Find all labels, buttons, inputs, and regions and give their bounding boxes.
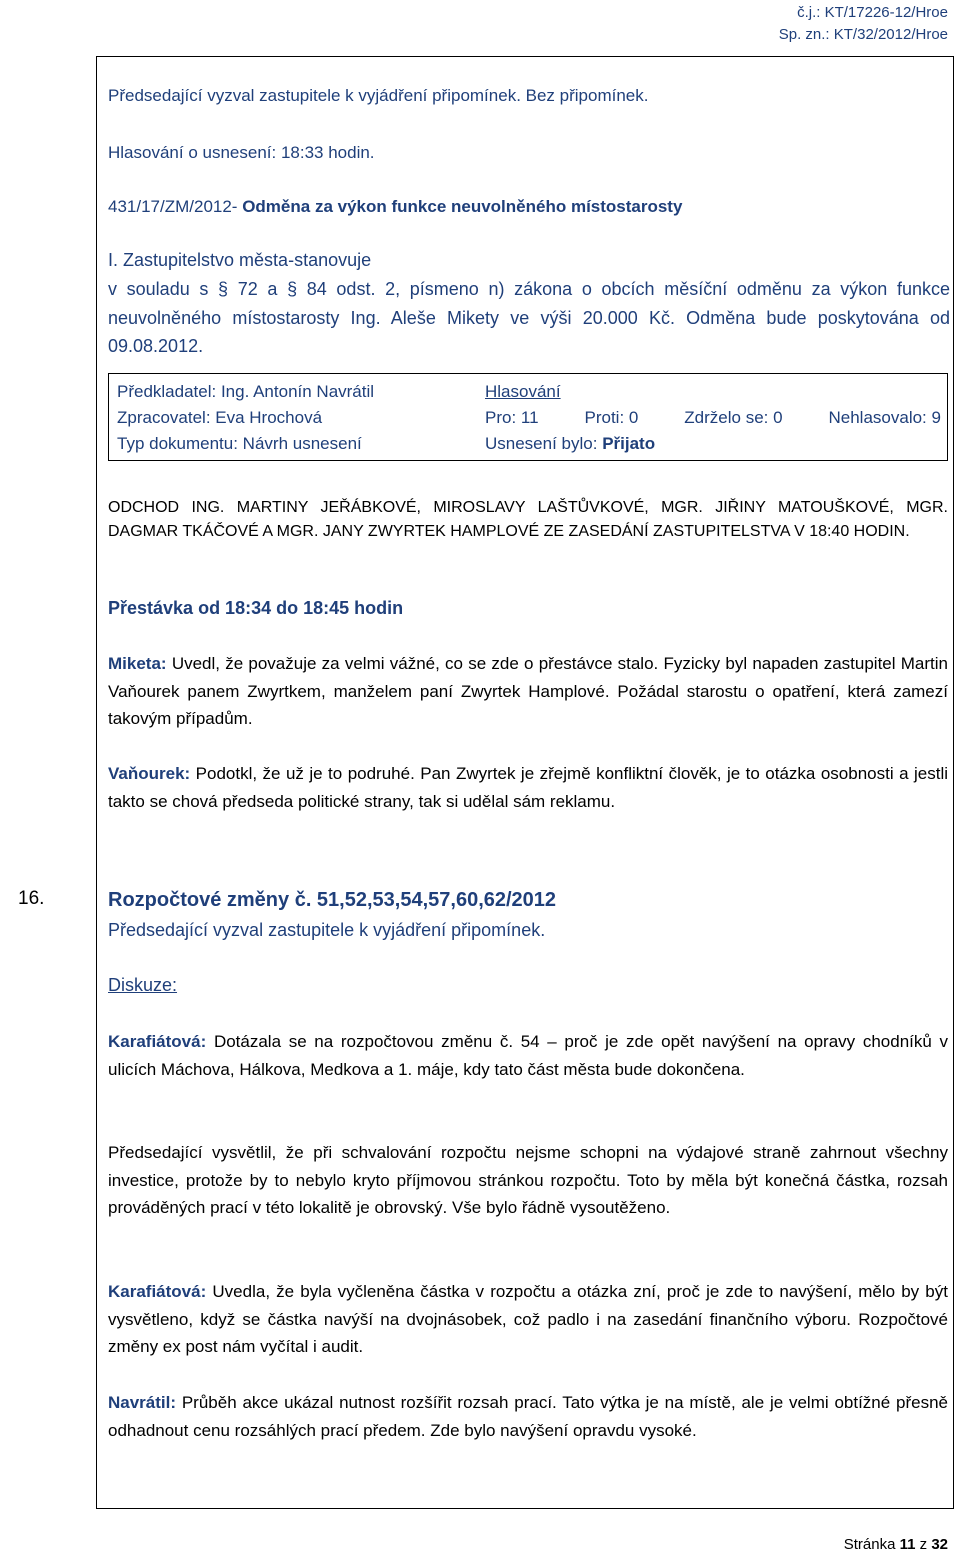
- break-note-text: Přestávka od 18:34 do 18:45 hodin: [108, 598, 404, 618]
- item-intro: Předsedající vyzval zastupitele k vyjádření připomínek.: [108, 920, 546, 940]
- statement-text: Podotkl, že už je to podruhé. Pan Zwyrtek je zřejmě konfliktní člověk, je to otázka osobnosti a jestli takto se chová předseda politické strany, tak si udělal sám reklamu.: [108, 764, 948, 811]
- speaker-name: Karafiátová:: [108, 1032, 207, 1051]
- vote-time: Hlasování o usnesení: 18:33 hodin.: [108, 143, 375, 162]
- statement-miketa: [108, 650, 948, 733]
- votes-abstained: Zdrželo se: 0: [684, 408, 783, 427]
- case-number: č.j.: KT/17226-12/Hroe: [797, 4, 948, 21]
- clause-text: v souladu s § 72 a § 84 odst. 2, písmeno n) zákona o obcích měsíční odměnu za výkon funkce neuvolněného místostarosty Ing. Aleše Mikety ve výši 20.000 Kč. Odměna bude poskytována od 09.08.2012.: [108, 279, 950, 356]
- resolution-title: Odměna za výkon funkce neuvolněného místostarosty: [242, 197, 683, 216]
- statement-karafiatova-2: [108, 1278, 948, 1361]
- document-info-table: [108, 373, 948, 461]
- intro-text: Předsedající vyzval zastupitele k vyjádření připomínek. Bez připomínek.: [108, 86, 649, 105]
- resolution-number: 431/17/ZM/2012-: [108, 197, 238, 216]
- document-meta: [117, 379, 374, 457]
- speaker-name: Miketa:: [108, 654, 167, 673]
- current-page: 11: [899, 1536, 916, 1553]
- speaker-name: Navrátil:: [108, 1393, 177, 1412]
- votes-not-cast: Nehlasovalo: 9: [828, 408, 941, 427]
- statement-text: Uvedla, že byla vyčleněna částka v rozpočtu a otázka zní, proč je zde to navýšení, mělo by být vysvětleno, když se částka navýší na dvojnásobek, což padlo i na zasedání finančního výboru. Rozpočtové změny ex post nám vyčítal i audit.: [108, 1282, 948, 1356]
- document-reference-header: [779, 2, 948, 46]
- total-pages: 32: [931, 1536, 948, 1553]
- submitter: Předkladatel: Ing. Antonín Navrátil: [117, 382, 375, 401]
- statement-navratil: [108, 1389, 948, 1444]
- resolution-result-value: Přijato: [602, 434, 656, 453]
- resolution-result: [485, 431, 941, 457]
- vote-label: Hlasování: [485, 382, 561, 401]
- agenda-item-number: 16.: [18, 888, 45, 909]
- speaker-name: Vaňourek:: [108, 764, 191, 783]
- file-mark: Sp. zn.: KT/32/2012/Hroe: [778, 26, 948, 43]
- resolution-heading: [108, 195, 682, 219]
- statement-karafiatova-1: [108, 1028, 948, 1083]
- speaker-name: Karafiátová:: [108, 1282, 207, 1301]
- statement-vanourek: [108, 760, 948, 815]
- statement-chair: [108, 1139, 948, 1222]
- page-of: z: [919, 1536, 928, 1553]
- departure-note: ODCHOD ING. MARTINY JEŘÁBKOVÉ, MIROSLAVY LAŠTŮVKOVÉ, MGR. JIŘINY MATOUŠKOVÉ, MGR. DAGMAR TKÁČOVÉ A MGR. JANY ZWYRTEK HAMPLOVÉ ZE ZASEDÁNÍ ZASTUPITELSTVA V 18:40 HODIN.: [108, 499, 948, 540]
- agenda-item-title: [108, 888, 556, 912]
- statement-text: Uvedl, že považuje za velmi vážné, co se zde o přestávce stalo. Fyzicky byl napaden zastupitel Martin Vaňourek panem Zwyrtkem, manželem paní Zwyrtek Hamplové. Požádal starostu o opatření, která zamezí takovým případům.: [108, 654, 948, 728]
- resolution-result-label: Usnesení bylo:: [485, 434, 598, 453]
- statement-text: Dotázala se na rozpočtovou změnu č. 54 – proč je zde opět navýšení na opravy chodníků v ulicích Máchova, Hálkova, Medkova a 1. máje, kdy tato část města bude dokončena.: [108, 1032, 948, 1079]
- votes-for: Pro: 11: [485, 408, 539, 427]
- statement-text: Průběh akce ukázal nutnost rozšířit rozsah prací. Tato výtka je na místě, ale je velmi obtížné přesně odhadnout cenu rozsáhlých prací předem. Zde bylo navýšení opravdu vysoké.: [108, 1393, 948, 1440]
- page-label: Stránka: [843, 1536, 896, 1553]
- section-frame-upper: [96, 56, 954, 875]
- vote-summary: [485, 379, 941, 457]
- processor: Zpracovatel: Eva Hrochová: [117, 408, 323, 427]
- document-type: Typ dokumentu: Návrh usnesení: [117, 434, 362, 453]
- page-number: [844, 1536, 948, 1553]
- agenda-item-title-text: Rozpočtové změny č. 51,52,53,54,57,60,62/2012: [108, 889, 557, 911]
- clause-heading: I. Zastupitelstvo města-stanovuje: [108, 250, 372, 270]
- discussion-label-text: Diskuze:: [108, 975, 178, 995]
- votes-against: Proti: 0: [584, 408, 639, 427]
- break-note: [108, 596, 403, 620]
- discussion-label: [108, 973, 177, 997]
- vote-counts: [485, 405, 941, 431]
- statement-text: Předsedající vysvětlil, že při schvalování rozpočtu nejsme schopni na výdajové straně zahrnout všechny investice, protože by to nebylo kryto příjmovou stránkou rozpočtu. Toto by měla být konečná částka, rozsah prováděných prací v této lokalitě je obrovský. Vše bylo řádně vysoutěženo.: [108, 1143, 948, 1217]
